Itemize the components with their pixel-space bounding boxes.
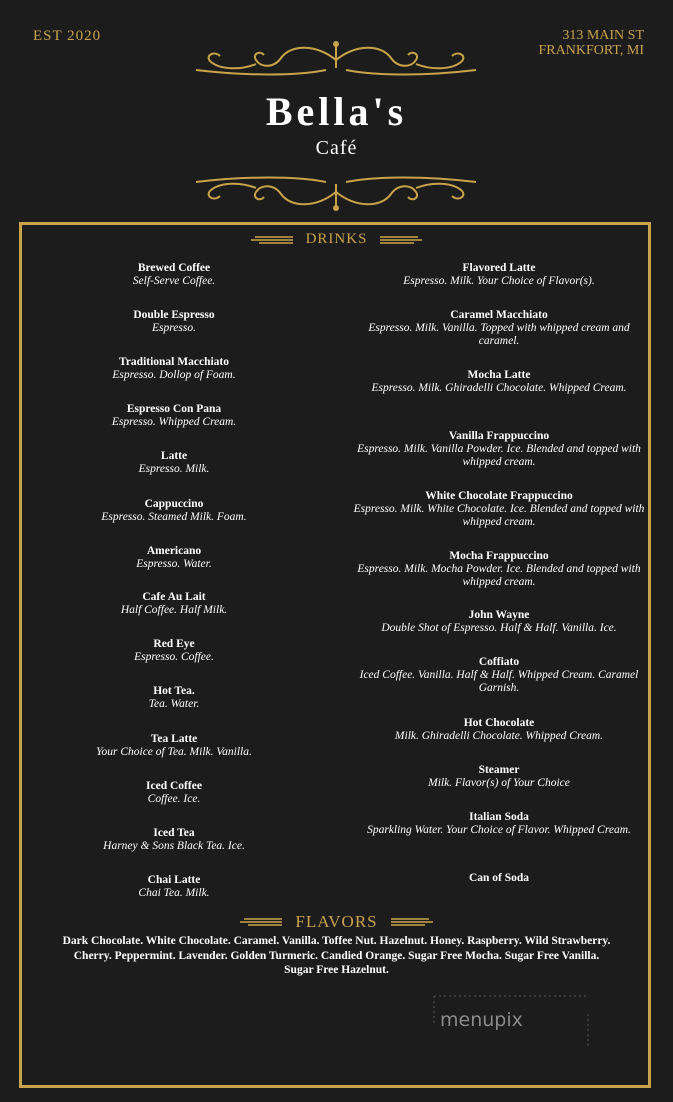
menu-item: Cafe Au Lait Half Coffee. Half Milk. bbox=[120, 591, 228, 616]
menu-item: White Chocolate Frappuccino Espresso. Milk. White Chocolate. Ice. Blended and topped with whipped cream. bbox=[353, 490, 645, 528]
menu-item: Double Espresso Espresso. bbox=[133, 309, 215, 334]
menu-item: Can of Soda bbox=[468, 872, 530, 884]
flavors-list: Dark Chocolate. White Chocolate. Caramel. Vanilla. Toffee Nut. Hazelnut. Honey. Raspberry. Wild Strawberry. Cherry. Peppermint. Lavender. Golden Turmeric. Candied Orange. Sugar Free Mocha. Sugar Free Vanilla. Sugar Free Hazelnut. bbox=[62, 935, 611, 976]
drinks-heading bbox=[0, 231, 673, 248]
menu-item: Flavored Latte Espresso. Milk. Your Choice of Flavor(s). bbox=[403, 262, 595, 287]
cafe-subtitle: Café bbox=[315, 137, 358, 159]
menu-item: Mocha Frappuccino Espresso. Milk. Mocha Powder. Ice. Blended and topped with whipped cream. bbox=[357, 550, 641, 588]
menu-item: Mocha Latte Espresso. Milk. Ghiradelli Chocolate. Whipped Cream. bbox=[371, 369, 627, 394]
menu-item: Brewed Coffee Self-Serve Coffee. bbox=[132, 262, 216, 287]
bars-left-icon bbox=[240, 918, 282, 926]
address bbox=[539, 28, 644, 58]
menu-item: John Wayne Double Shot of Espresso. Half & Half. Vanilla. Ice. bbox=[381, 609, 617, 634]
menu-item: Steamer Milk. Flavor(s) of Your Choice bbox=[428, 764, 570, 789]
menu-item: Hot Chocolate Milk. Ghiradelli Chocolate. Whipped Cream. bbox=[394, 717, 604, 742]
ornament-bottom-icon bbox=[186, 172, 486, 212]
address-line-2: FRANKFORT, MI bbox=[538, 43, 644, 58]
menu-item: Red Eye Espresso. Coffee. bbox=[134, 638, 214, 663]
menu-item: Caramel Macchiato Espresso. Milk. Vanilla. Topped with whipped cream and caramel. bbox=[368, 309, 630, 347]
menu-item: Traditional Macchiato Espresso. Dollop of Foam. bbox=[112, 356, 236, 381]
menu-item: Chai Latte Chai Tea. Milk. bbox=[138, 874, 210, 899]
est-label: EST 2020 bbox=[33, 28, 102, 44]
flavors-title: FLAVORS bbox=[295, 912, 378, 932]
menu-item: Espresso Con Pana Espresso. Whipped Cream. bbox=[111, 403, 237, 428]
ornament-top-icon bbox=[186, 40, 486, 80]
menu-item: Americano Espresso. Water. bbox=[136, 545, 212, 570]
menu-item: Latte Espresso. Milk. bbox=[138, 450, 210, 475]
cafe-name: Bella's bbox=[265, 89, 408, 134]
address-line-1: 313 MAIN ST bbox=[562, 28, 644, 43]
menu-item: Cappuccino Espresso. Steamed Milk. Foam. bbox=[101, 498, 247, 523]
menu-item: Italian Soda Sparkling Water. Your Choice of Flavor. Whipped Cream. bbox=[367, 811, 631, 836]
bars-left-icon bbox=[251, 236, 293, 244]
menu-item: Iced Tea Harney & Sons Black Tea. Ice. bbox=[103, 827, 245, 852]
flavors-heading bbox=[0, 911, 673, 932]
bars-right-icon bbox=[380, 236, 422, 244]
menu-item: Coffiato Iced Coffee. Vanilla. Half & Half. Whipped Cream. Caramel Garnish. bbox=[359, 656, 639, 694]
menu-item: Tea Latte Your Choice of Tea. Milk. Vanilla. bbox=[96, 733, 252, 758]
menu-item: Vanilla Frappuccino Espresso. Milk. Vanilla Powder. Ice. Blended and topped with whipped cream. bbox=[357, 430, 641, 468]
bars-right-icon bbox=[391, 918, 433, 926]
menu-item: Hot Tea. Tea. Water. bbox=[148, 685, 200, 710]
drinks-title: DRINKS bbox=[305, 231, 368, 248]
menu-item: Iced Coffee Coffee. Ice. bbox=[146, 780, 202, 805]
watermark-text: menupix bbox=[440, 1009, 523, 1031]
